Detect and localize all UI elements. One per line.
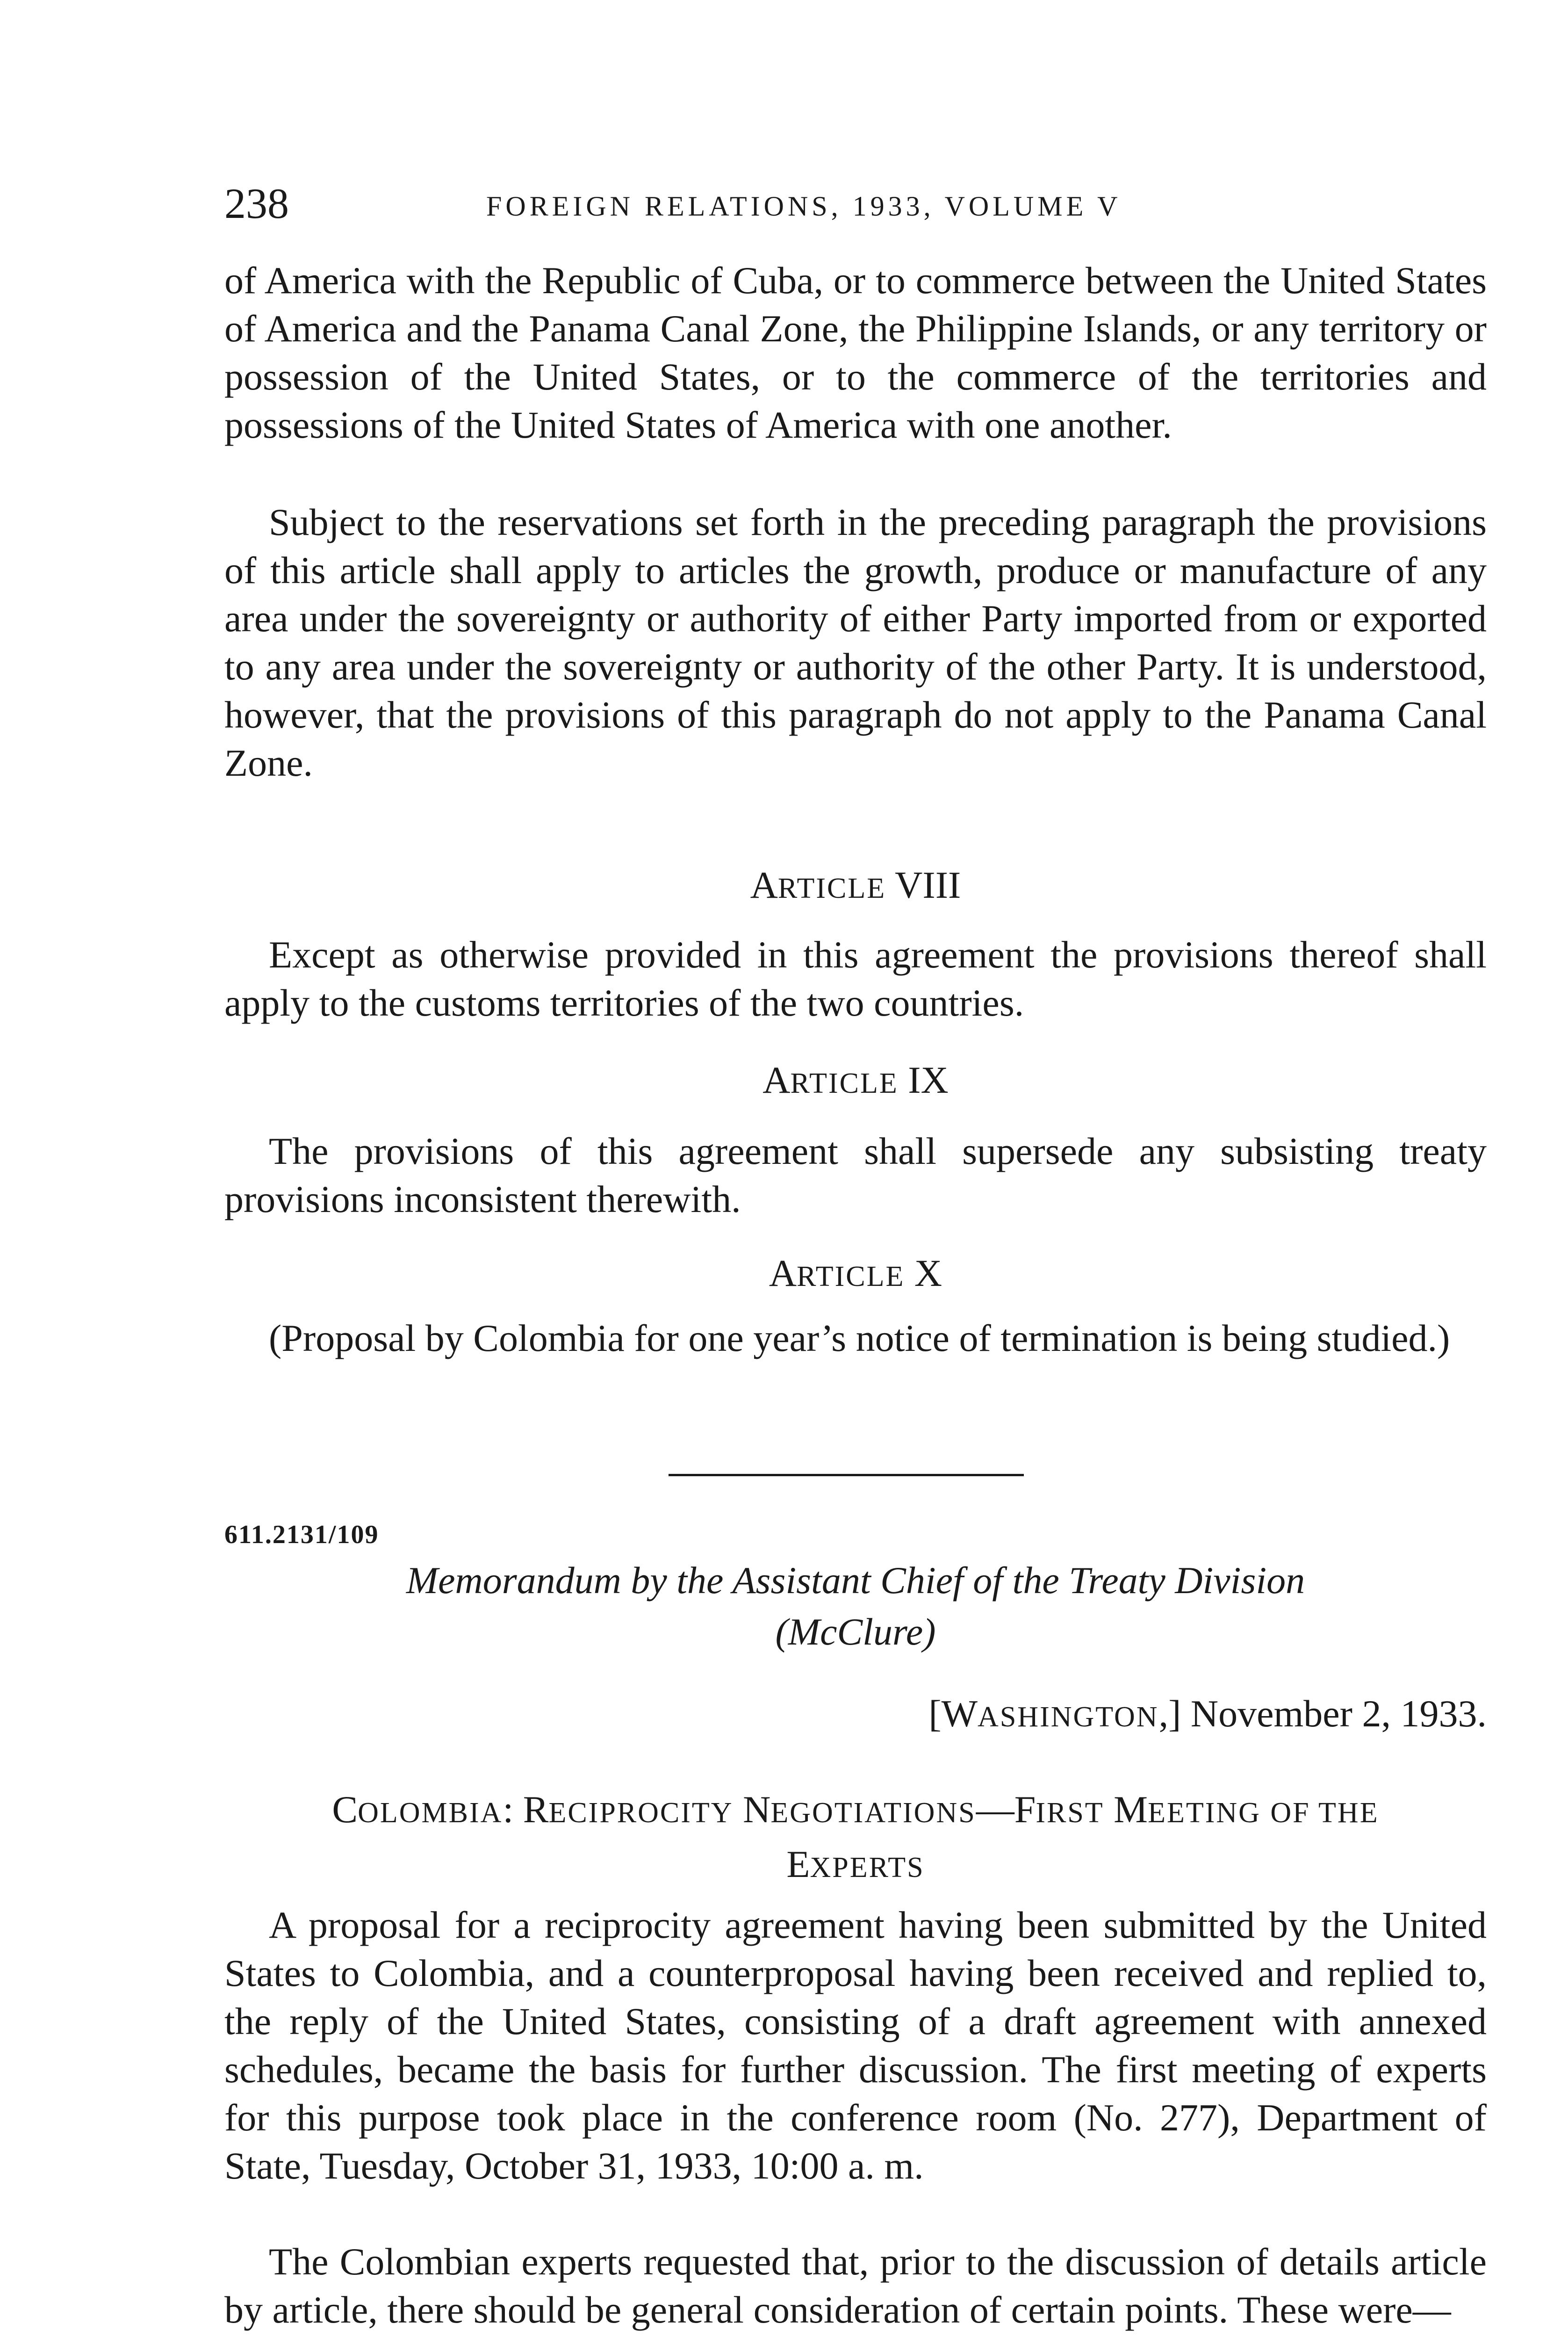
article-ix-heading-initial: A: [762, 1059, 791, 1101]
memo-subject-line1: [224, 1784, 1487, 1839]
memo-paragraph-colombian-experts: The Colombian experts requested that, prior to the discussion of details article by article, there should be general consideration of certain points. These were—: [224, 2240, 1487, 2331]
subject-word-rest: OLOMBIA: [358, 1797, 503, 1829]
continued-paragraph: of America with the Republic of Cuba, or to commerce between the United States of America and the Panama Canal Zone, the Philippine Islands, or any territory or possession of the United States, or to the commerce of the territories and possessions of the United States of America with one another.: [224, 259, 1487, 446]
dateline-place-rest: ASHINGTON: [978, 1701, 1159, 1733]
article-viii-text: Except as otherwise provided in this agreement the provisions thereof shall apply to the customs territories of the two countries.: [224, 933, 1487, 1024]
subject-dash: —: [976, 1788, 1014, 1831]
dateline-place-initial: W: [941, 1692, 978, 1735]
article-ix-numeral: IX: [908, 1059, 949, 1101]
page-number: 238: [224, 180, 289, 227]
dateline: [928, 1688, 1487, 1743]
article-viii-heading-rest: RTICLE: [777, 873, 886, 904]
article-x-heading-rest: RTICLE: [797, 1261, 905, 1292]
article-viii-numeral: VIII: [895, 864, 961, 906]
article-x-heading-initial: A: [769, 1252, 797, 1294]
subject-word-initial: C: [332, 1788, 358, 1831]
dateline-close-bracket: ,]: [1158, 1692, 1181, 1735]
subject-word-rest: ECIPROCITY: [548, 1797, 734, 1829]
subject-word-initial: F: [1014, 1788, 1036, 1831]
article-ix-heading: [224, 1054, 1487, 1109]
article-viii-heading-initial: A: [750, 864, 778, 906]
subject-colon: :: [503, 1788, 523, 1831]
article-viii-heading: [224, 859, 1487, 914]
memo-title: [224, 1555, 1487, 1658]
article-x-text: (Proposal by Colombia for one year’s notice of termination is being studied.): [269, 1317, 1450, 1359]
memo-paragraph-proposal: A proposal for a reciprocity agreement having been submitted by the United States to Colombia, and a counterproposal having been received and replied to, the reply of the United States, consisting of a draft agreement with annexed schedules, became the basis for further discussion. The first meeting of experts for this purpose took place in the conference room (No. 277), Department of State, Tuesday, October 31, 1933, 10:00 a. m.: [224, 1904, 1487, 2187]
memo-subject: [224, 1784, 1487, 1893]
subject-word-initial: N: [743, 1788, 771, 1831]
page-header: [224, 178, 1487, 229]
subject-word-rest: XPERTS: [810, 1852, 925, 1883]
dateline-date: November 2, 1933.: [1181, 1692, 1487, 1735]
reservations-paragraph: Subject to the reservations set forth in the preceding paragraph the provisions of this article shall apply to articles the growth, produce or manufacture of any area under the sovereignty or authority of either Party imported from or exported to any area under the sovereignty or authority of the other Party. It is understood, however, that the provisions of this paragraph do not apply to the Panama Canal Zone.: [224, 501, 1487, 784]
article-x-heading: [224, 1248, 1487, 1302]
running-head: FOREIGN RELATIONS, 1933, VOLUME V: [486, 191, 1122, 222]
memo-title-line2: (McClure): [775, 1610, 936, 1653]
article-ix-heading-rest: RTICLE: [790, 1068, 899, 1099]
subject-word-rest: IRST: [1036, 1797, 1104, 1829]
section-divider: [669, 1474, 1024, 1476]
subject-word-initial: R: [523, 1788, 549, 1831]
memo-subject-line2: [224, 1839, 1487, 1893]
subject-word-rest: EETING: [1148, 1797, 1261, 1829]
subject-word-rest: OF THE: [1270, 1797, 1379, 1829]
subject-word-initial: M: [1114, 1788, 1148, 1831]
dateline-open-bracket: [: [928, 1692, 942, 1735]
memo-title-line1: Memorandum by the Assistant Chief of the Treaty Division: [406, 1559, 1305, 1602]
subject-word-initial: E: [786, 1843, 810, 1885]
subject-word-rest: EGOTIATIONS: [770, 1797, 976, 1829]
file-number: 611.2131/109: [224, 1520, 379, 1549]
article-x-numeral: X: [914, 1252, 942, 1294]
article-ix-text: The provisions of this agreement shall supersede any subsisting treaty provisions inconsistent therewith.: [224, 1130, 1487, 1220]
